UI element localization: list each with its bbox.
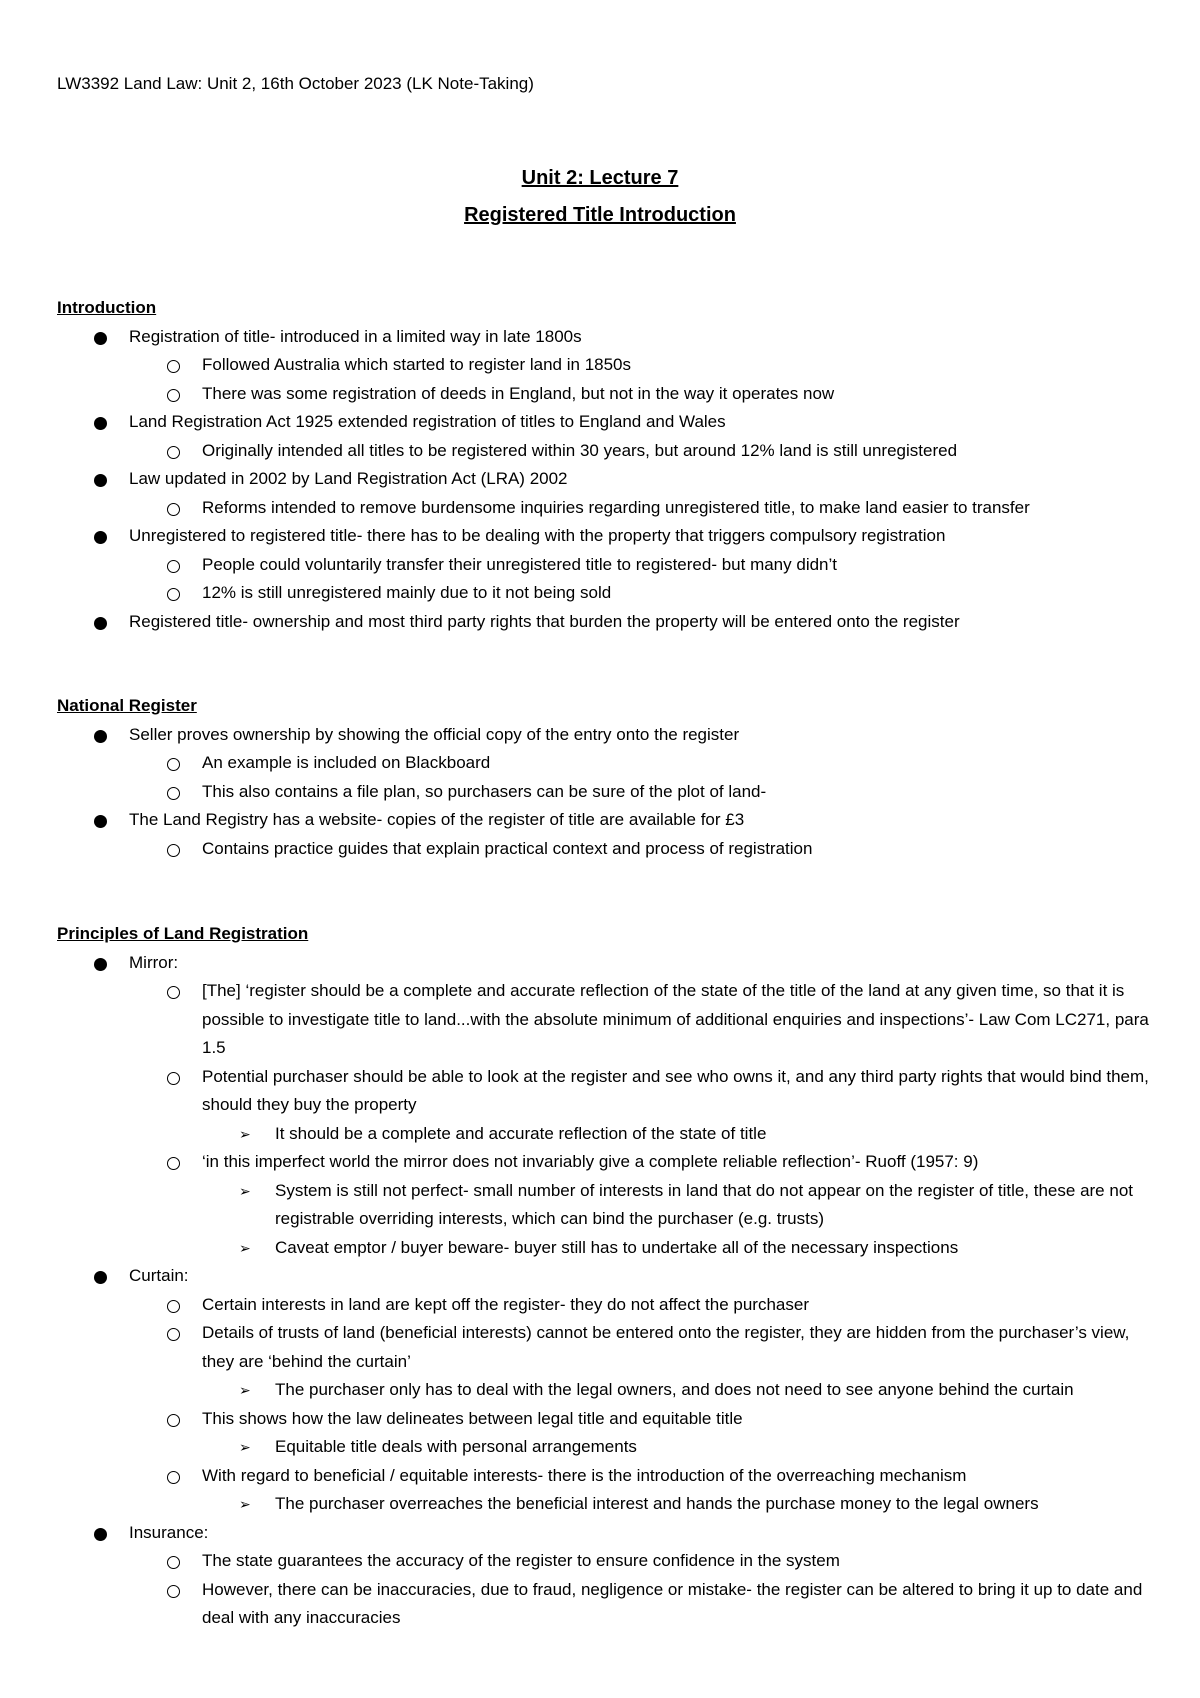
bullet-text: Land Registration Act 1925 extended registration of titles to England and Wales	[129, 412, 726, 431]
bullet-item-level-2	[57, 437, 1157, 466]
bullet-text: ‘in this imperfect world the mirror does not invariably give a complete reliable reflection’- Ruoff (1957: 9)	[202, 1152, 979, 1171]
bullet-item-level-2	[57, 977, 1157, 1063]
bullet-item-level-2	[57, 494, 1157, 523]
bullet-item-level-3: ➢ The purchaser only has to deal with the legal owners, and does not need to see anyone behind the curtain	[239, 1380, 1074, 1399]
bullet-text: Reforms intended to remove burdensome inquiries regarding unregistered title, to make land easier to transfer	[202, 497, 1030, 517]
bullet-item-level-2	[57, 579, 1157, 608]
bullet-text: It should be a complete and accurate reflection of the state of title	[275, 1123, 767, 1143]
bullet-item-level-1	[57, 949, 1157, 978]
bullet-text: The state guarantees the accuracy of the register to ensure confidence in the system	[202, 1551, 840, 1570]
bullet-item-level-1	[57, 465, 1157, 494]
bullet-text: People could voluntarily transfer their unregistered title to registered- but many didn’t	[202, 554, 838, 574]
section-principles	[57, 920, 1157, 1633]
bullet-text: Potential purchaser should be able to look at the register and see who owns it, and any third party rights that would bind them, should they buy the property	[202, 1066, 1149, 1114]
bullet-text: Details of trusts of land (beneficial interests) cannot be entered onto the register, they are hidden from the purchaser’s view, they are ‘behind the curtain’	[202, 1323, 1130, 1371]
bullet-item-level-2	[57, 1319, 1157, 1376]
bullet-item-level-2	[57, 778, 1157, 807]
bullet-item-level-3: ➢ It should be a complete and accurate reflection of the state of title	[239, 1123, 767, 1143]
bullet-text: Certain interests in land are kept off the register- they do not affect the purchaser	[202, 1294, 809, 1314]
bullet-text: Seller proves ownership by showing the official copy of the entry onto the register	[129, 724, 740, 744]
bullet-item-level-2	[57, 551, 1157, 580]
bullet-item-level-1	[57, 323, 1157, 352]
bullet-item-level-3: ➢ Equitable title deals with personal arrangements	[239, 1437, 637, 1456]
bullet-item-level-2	[57, 1547, 1157, 1576]
bullet-text: The purchaser overreaches the beneficial interest and hands the purchase money to the legal owners	[275, 1494, 1039, 1513]
bullet-text: This also contains a file plan, so purchasers can be sure of the plot of land-	[202, 781, 767, 801]
bullet-item-level-2	[57, 380, 1157, 409]
bullet-item-level-1	[57, 806, 1157, 835]
bullet-item-level-1	[57, 721, 1157, 750]
bullet-item-level-1	[57, 608, 1157, 637]
bullet-text: Insurance:	[129, 1522, 209, 1542]
bullet-item-level-2	[57, 1148, 1157, 1177]
bullet-item-level-1	[57, 522, 1157, 551]
bullet-item-level-1	[57, 1519, 1157, 1548]
bullet-text: However, there can be inaccuracies, due to fraud, negligence or mistake- the register can be altered to bring it up to date and deal with any inaccuracies	[202, 1579, 1143, 1627]
bullet-item-level-2	[57, 1405, 1157, 1434]
bullet-text: Mirror:	[129, 952, 179, 972]
bullet-item-level-1	[57, 408, 1157, 437]
bullet-text: 12% is still unregistered mainly due to it not being sold	[202, 583, 612, 602]
bullet-text: Equitable title deals with personal arrangements	[275, 1437, 637, 1456]
bullet-text: Followed Australia which started to register land in 1850s	[202, 355, 632, 374]
bullet-item-level-1	[57, 1262, 1157, 1291]
bullet-item-level-3: ➢ System is still not perfect- small number of interests in land that do not appear on the register of title, these are not registrable overriding interests, which can bind the purchaser (e.g. trusts)	[239, 1180, 1133, 1228]
bullet-text: Originally intended all titles to be registered within 30 years, but around 12% land is still unregistered	[202, 440, 958, 460]
bullet-text: Curtain:	[129, 1266, 189, 1285]
lecture-subtitle: Registered Title Introduction	[464, 204, 736, 226]
bullet-text: Law updated in 2002 by Land Registration Act (LRA) 2002	[129, 469, 568, 488]
bullet-item-level-3: ➢ The purchaser overreaches the beneficial interest and hands the purchase money to the legal owners	[239, 1494, 1039, 1513]
lecture-title: Unit 2: Lecture 7	[521, 167, 679, 189]
section-heading: Principles of Land Registration	[57, 924, 309, 943]
bullet-text: The Land Registry has a website- copies of the register of title are available for £3	[129, 810, 745, 829]
bullet-text: This shows how the law delineates between legal title and equitable title	[202, 1408, 743, 1428]
section-heading: Introduction	[57, 298, 157, 317]
section-national-register	[57, 692, 1157, 863]
bullet-item-level-2	[57, 1576, 1157, 1633]
section-introduction	[57, 294, 1157, 636]
document-header: LW3392 Land Law: Unit 2, 16th October 2023 (LK Note-Taking)	[57, 74, 534, 93]
bullet-item-level-2	[57, 1462, 1157, 1491]
bullet-text: Unregistered to registered title- there has to be dealing with the property that triggers compulsory registration	[129, 526, 946, 545]
bullet-text: The purchaser only has to deal with the legal owners, and does not need to see anyone behind the curtain	[275, 1380, 1074, 1399]
bullet-text: There was some registration of deeds in England, but not in the way it operates now	[202, 383, 835, 403]
bullet-item-level-2	[57, 351, 1157, 380]
bullet-item-level-2	[57, 1063, 1157, 1120]
bullet-item-level-3: ➢ Caveat emptor / buyer beware- buyer still has to undertake all of the necessary inspections	[239, 1237, 959, 1257]
bullet-text: An example is included on Blackboard	[202, 753, 491, 772]
bullet-text: Registered title- ownership and most third party rights that burden the property will be entered onto the register	[129, 611, 960, 631]
bullet-item-level-2	[57, 1291, 1157, 1320]
bullet-text: Registration of title- introduced in a limited way in late 1800s	[129, 326, 582, 346]
bullet-item-level-2	[57, 835, 1157, 864]
bullet-text: Contains practice guides that explain practical context and process of registration	[202, 838, 813, 858]
bullet-text: [The] ‘register should be a complete and accurate reflection of the state of the title of the land at any given time, so that it is possible to investigate title to land...with the absolute minimum of additional enquiries and inspections’- Law Com LC271, para 1.5	[202, 981, 1149, 1057]
bullet-item-level-2	[57, 749, 1157, 778]
section-heading: National Register	[57, 696, 197, 715]
bullet-text: System is still not perfect- small number of interests in land that do not appear on the register of title, these are not registrable overriding interests, which can bind the purchaser (e.g. trusts)	[275, 1180, 1133, 1228]
bullet-text: With regard to beneficial / equitable interests- there is the introduction of the overreaching mechanism	[202, 1465, 967, 1485]
bullet-text: Caveat emptor / buyer beware- buyer still has to undertake all of the necessary inspections	[275, 1237, 959, 1257]
